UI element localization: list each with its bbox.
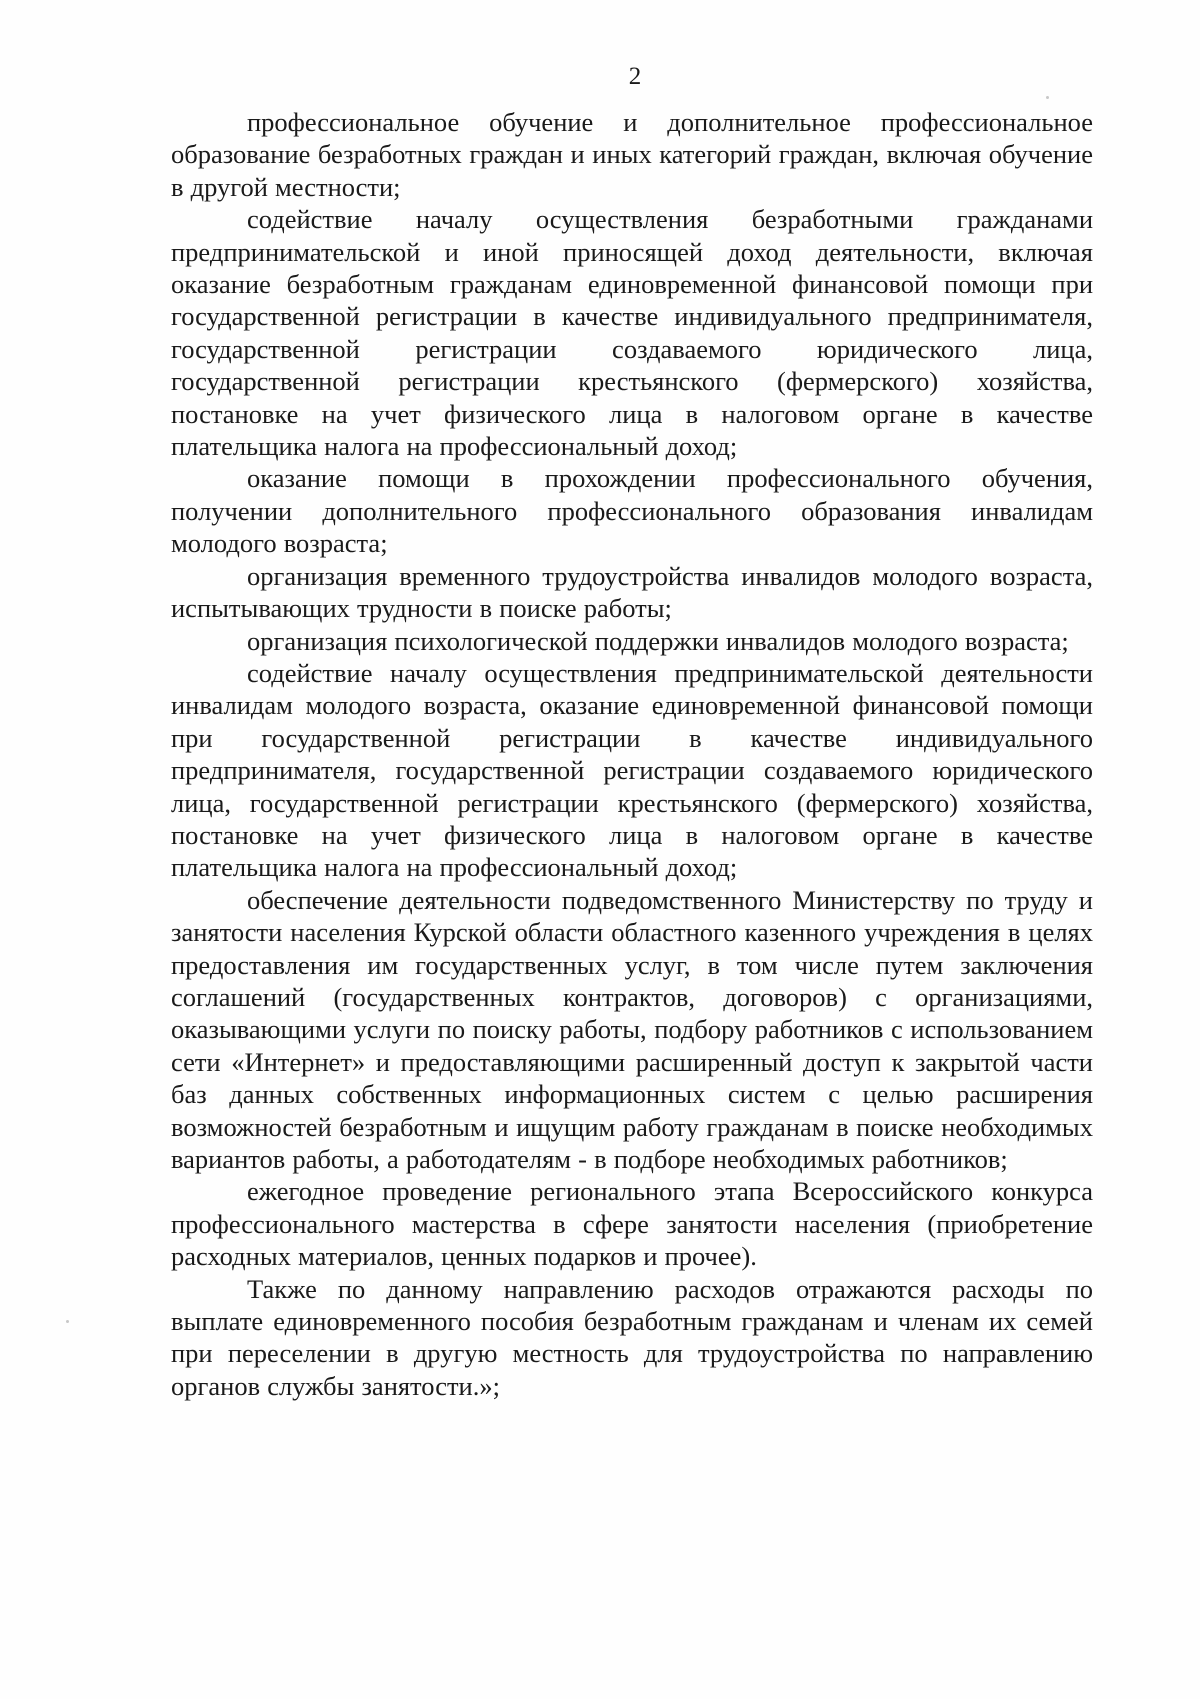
page-number: 2 <box>628 63 642 90</box>
paragraph-business-support-unemployed: содействие началу осуществления безработными гражданами предпринимательской и иной приносящей доход деятельности, включая оказание безработным гражданам единовременной финансовой помощи при государственной регистрации в качестве индивидуального предпринимателя, государственной регистрации создаваемого юридического лица, государственной регистрации крестьянского (фермерского) хозяйства, постановке на учет физического лица в налоговом органе в качестве плательщика налога на профессиональный доход; <box>171 204 1093 462</box>
scan-speck <box>1046 96 1049 99</box>
scan-speck <box>66 1320 69 1323</box>
paragraph-institution-support: обеспечение деятельности подведомственного Министерству по труду и занятости населения Курской области областного казенного учреждения в целях предоставления им государственных услуг, в том числе путем заключения соглашений (государственных контрактов, договоров) с организациями, оказывающими услуги по поиску работы, подбору работников с использованием сети «Интернет» и предоставляющими расширенный доступ к закрытой части баз данных собственных информационных систем с целью расширения возможностей безработным и ищущим работу гражданам в поиске необходимых вариантов работы, а работодателям - в подборе необходимых работников; <box>171 884 1093 1174</box>
paragraph-psychological-support-disabled: организация психологической поддержки инвалидов молодого возраста; <box>247 625 1069 656</box>
paragraph-professional-training: профессиональное обучение и дополнительное профессиональное образование безработных граждан и иных категорий граждан, включая обучение в другой местности; <box>171 107 1093 202</box>
paragraph-training-assistance-disabled: оказание помощи в прохождении профессионального обучения, получении дополнительного профессионального образования инвалидам молодого возраста; <box>171 463 1093 559</box>
paragraph-relocation-allowance: Также по данному направлению расходов отражаются расходы по выплате единовременного пособия безработным гражданам и членам их семей при переселении в другую местность для трудоустройства по направлению органов службы занятости.»; <box>171 1273 1093 1401</box>
paragraph-annual-contest: ежегодное проведение регионального этапа Всероссийского конкурса профессионального мастерства в сфере занятости населения (приобретение расходных материалов, ценных подарков и прочее). <box>171 1176 1093 1272</box>
paragraph-business-support-disabled: содействие началу осуществления предпринимательской деятельности инвалидам молодого возраста, оказание единовременной финансовой помощи при государственной регистрации в качестве индивидуального предпринимателя, государственной регистрации создаваемого юридического лица, государственной регистрации крестьянского (фермерского) хозяйства, постановке на учет физического лица в налоговом органе в качестве плательщика налога на профессиональный доход; <box>171 657 1093 883</box>
paragraph-temporary-employment-disabled: организация временного трудоустройства инвалидов молодого возраста, испытывающих трудности в поиске работы; <box>171 560 1093 624</box>
document-body <box>171 106 1093 1402</box>
